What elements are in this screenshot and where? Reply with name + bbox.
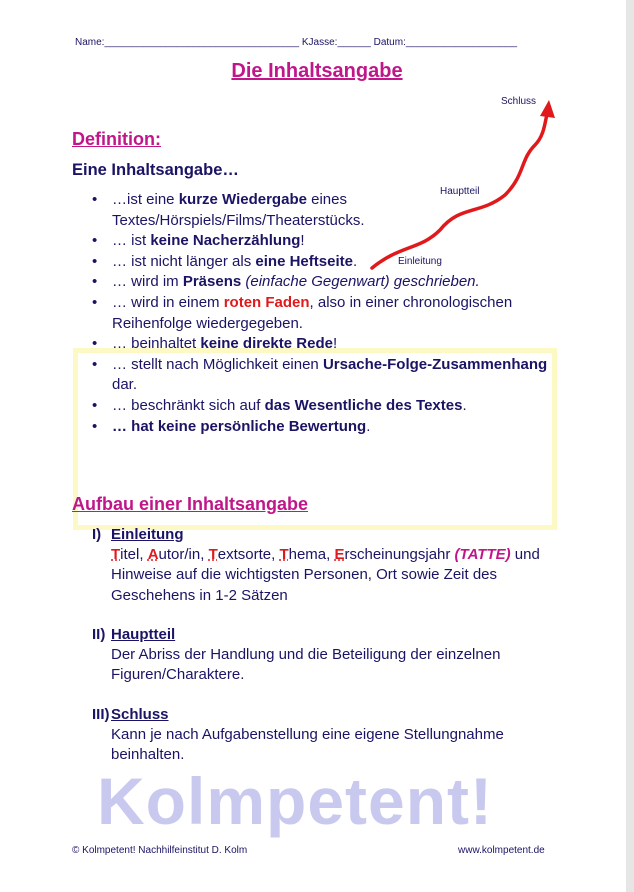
list-item: • … ist nicht länger als eine Heftseite. [92,252,572,273]
list-item: • … hat keine persönliche Bewertung. [92,417,572,438]
class-field-label: KJasse:______ [301,37,371,48]
list-item: • … wird im Präsens (einfache Gegenwart) geschrieben. [92,272,572,293]
definition-lead: Eine Inhaltsangabe… [72,161,239,179]
definition-list [92,190,572,437]
footer-copyright: © Kolmpetent! Nachhilfeinstitut D. Kolm [72,845,248,856]
list-item: • … beinhaltet keine direkte Rede! [92,334,572,355]
date-field-label: Datum:____________________ [373,37,518,48]
label-hauptteil: Hauptteil [440,186,480,197]
name-field-label: Name:___________________________________ [75,37,300,48]
watermark-logo: Kolmpetent! [97,764,493,838]
aufbau-heading: Aufbau einer Inhaltsangabe [72,494,309,514]
arrow-head-icon [540,100,555,118]
section-hauptteil: II) Hauptteil Der Abriss der Handlung und die Beteiligung der einzelnen Figuren/Charaktere. [92,626,501,684]
footer-website: www.kolmpetent.de [458,845,545,856]
list-item: • …ist eine kurze Wiedergabe eines Textes/Hörspiels/Films/Theaterstücks. [92,190,572,231]
section-einleitung: I) Einleitung Titel, Autor/in, Textsorte, Thema, Erscheinungsjahr (TATTE) und Hinweise auf die wichtigsten Personen, Ort sowie Zeit des Geschehens in 1-2 Sätzen [92,526,540,604]
page-title: Die Inhaltsangabe [231,60,403,82]
label-schluss: Schluss [501,96,537,107]
list-item: • … stellt nach Möglichkeit einen Ursache-Folge-Zusammenhang dar. [92,355,572,396]
definition-heading: Definition: [72,129,161,149]
list-item: • … ist keine Nacherzählung! [92,231,572,252]
list-item: • … beschränkt sich auf das Wesentliche des Textes. [92,396,572,417]
label-einleitung: Einleitung [398,256,442,267]
list-item: • … wird in einem roten Faden, also in einer chronologischen Reihenfolge wiedergegeben. [92,293,572,334]
section-schluss: III) Schluss Kann je nach Aufgabenstellung eine eigene Stellungnahme beinhalten. [92,706,504,764]
